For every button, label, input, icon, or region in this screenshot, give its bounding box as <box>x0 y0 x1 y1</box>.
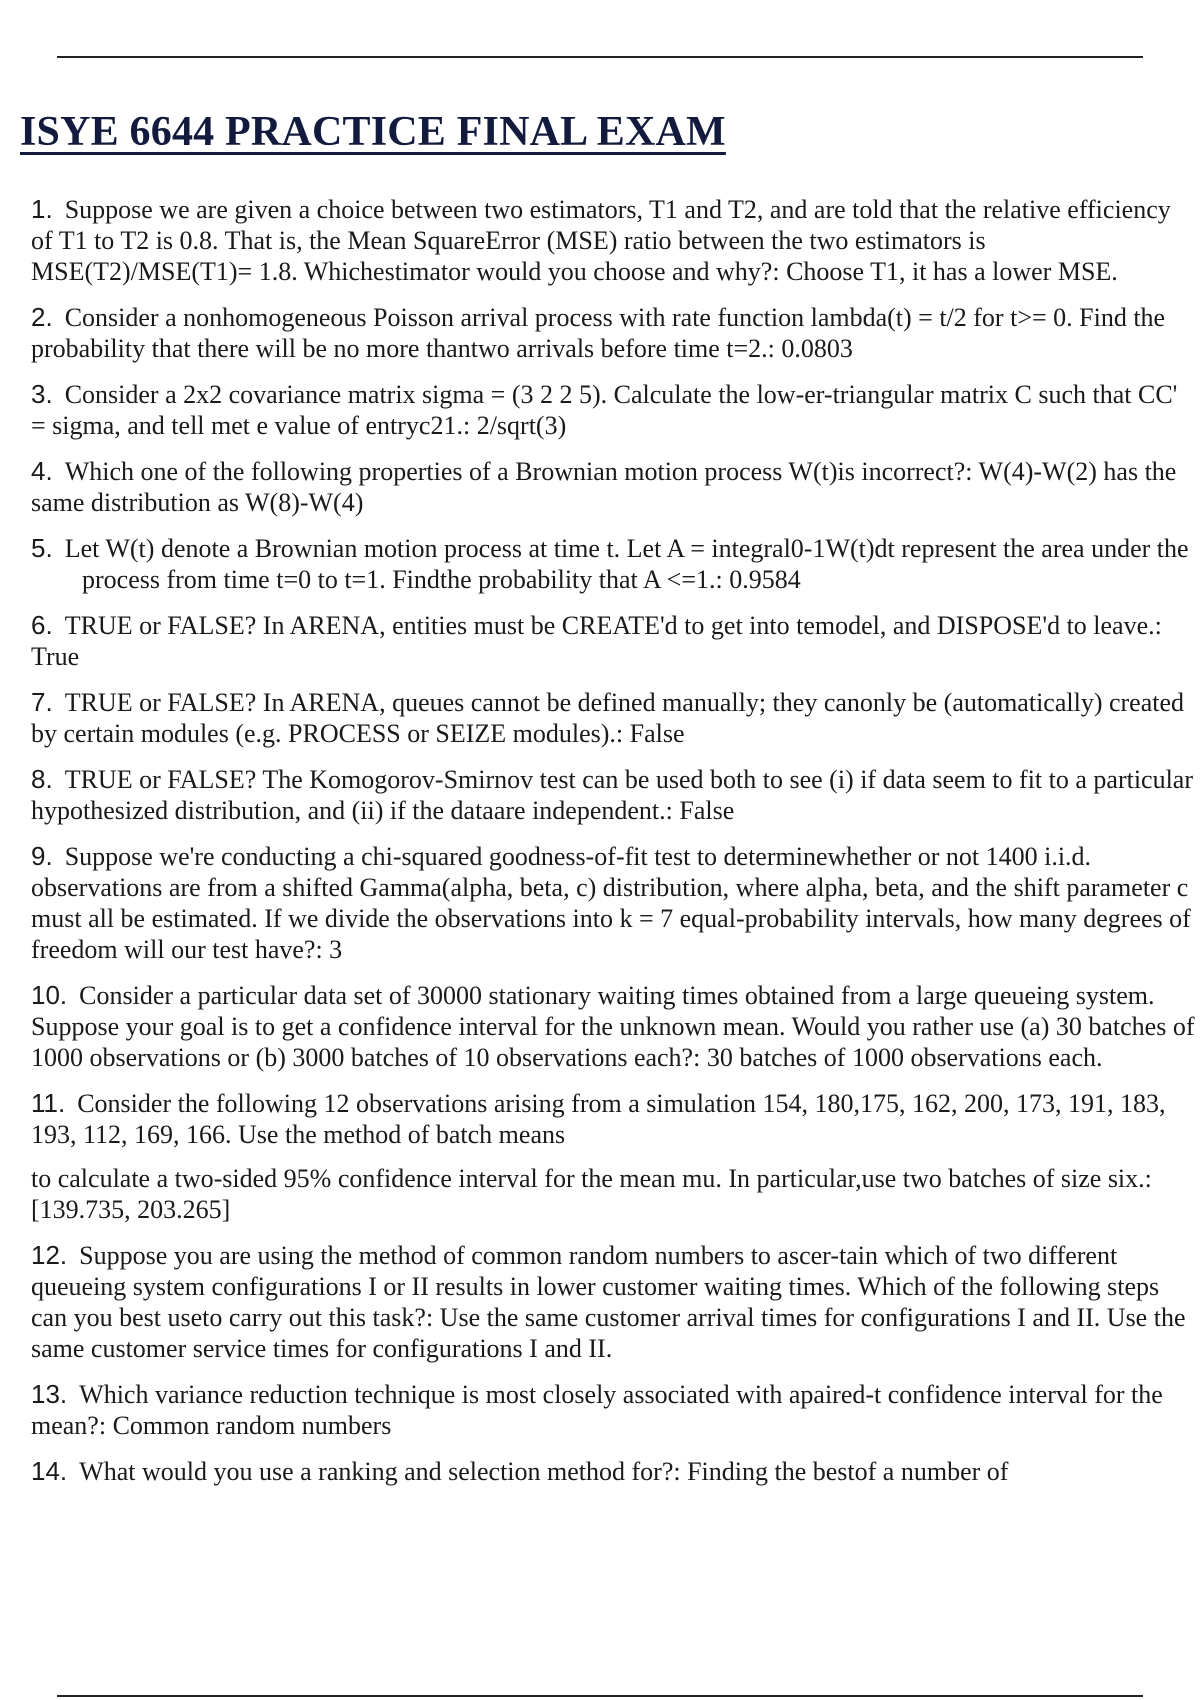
question-item <box>31 980 1196 1073</box>
bottom-rule <box>57 1695 1143 1697</box>
question-item <box>31 1379 1196 1441</box>
question-number: 4. <box>31 456 53 486</box>
question-continuation <box>31 1163 1196 1225</box>
question-item <box>31 456 1196 518</box>
question-item <box>31 533 1196 595</box>
question-text: Which variance reduction technique is most closely associated with apaired-t confidence interval for the mean?: Common random numbers <box>31 1380 1163 1440</box>
question-item <box>31 1088 1196 1150</box>
question-text: to calculate a two-sided 95% confidence interval for the mean mu. In particular,use two batches of size six.: [139.735, 203.265] <box>31 1164 1152 1224</box>
page-title: ISYE 6644 PRACTICE FINAL EXAM <box>20 109 726 155</box>
question-item <box>31 687 1196 749</box>
question-text: Consider a particular data set of 30000 stationary waiting times obtained from a large queueing system. Suppose your goal is to get a confidence interval for the unknown mean. Would you rather use (a) 30 batches of 1000 observations or (b) 3000 batches of 10 observations each?: 30 batches of 1000 observations each. <box>31 981 1195 1072</box>
question-number: 3. <box>31 379 53 409</box>
question-number: 14. <box>31 1456 68 1486</box>
question-text: Suppose we are given a choice between two estimators, T1 and T2, and are told that the relative efficiency of T1 to T2 is 0.8. That is, the Mean SquareError (MSE) ratio between the two estimators is MSE(T2)/MSE(T1)= 1.8. Whichestimator would you choose and why?: Choose T1, it has a lower MSE. <box>31 195 1171 286</box>
question-number: 5. <box>31 533 53 563</box>
question-number: 1. <box>31 194 53 224</box>
question-text: TRUE or FALSE? In ARENA, entities must be CREATE'd to get into temodel, and DISPOSE'd to leave.: True <box>31 611 1162 671</box>
question-item <box>31 610 1196 672</box>
question-item <box>31 841 1196 965</box>
question-number: 12. <box>31 1240 68 1270</box>
question-text: Suppose we're conducting a chi-squared goodness-of-fit test to determinewhether or not 1400 i.i.d. observations are from a shifted Gamma(alpha, beta, c) distribution, where alpha, beta, and the shift parameter c must all be estimated. If we divide the observations into k = 7 equal-probability intervals, how many degrees of freedom will our test have?: 3 <box>31 842 1191 964</box>
question-item <box>31 1240 1196 1364</box>
question-item <box>31 764 1196 826</box>
question-number: 11. <box>31 1088 66 1118</box>
question-list <box>31 194 1196 1502</box>
question-item <box>31 302 1196 364</box>
question-text: What would you use a ranking and selection method for?: Finding the bestof a number of <box>79 1457 1009 1486</box>
question-number: 8. <box>31 764 53 794</box>
question-text: Consider a nonhomogeneous Poisson arrival process with rate function lambda(t) = t/2 for t>= 0. Find the probability that there will be no more thantwo arrivals before time t=2.: 0.0803 <box>31 303 1166 363</box>
question-number: 9. <box>31 841 53 871</box>
question-number: 10. <box>31 980 68 1010</box>
question-text: Let W(t) denote a Brownian motion process at time t. Let A = integral0-1W(t)dt represent the area under the process from time t=0 to t=1. Findthe probability that A <=1.: 0.9584 <box>64 534 1189 594</box>
question-item <box>31 194 1196 287</box>
question-number: 13. <box>31 1379 68 1409</box>
question-number: 6. <box>31 610 53 640</box>
question-item <box>31 1456 1196 1487</box>
question-text: Suppose you are using the method of common random numbers to ascer-tain which of two different queueing system configurations I or II results in lower customer waiting times. Which of the following steps can you best useto carry out this task?: Use the same customer arrival times for configurations I and II. Use the same customer service times for configurations I and II. <box>31 1241 1186 1363</box>
question-number: 7. <box>31 687 53 717</box>
question-number: 2. <box>31 302 53 332</box>
question-text: Consider a 2x2 covariance matrix sigma = (3 2 2 5). Calculate the low-er-triangular matrix C such that CC' = sigma, and tell met e value of entryc21.: 2/sqrt(3) <box>31 380 1178 440</box>
question-text: TRUE or FALSE? The Komogorov-Smirnov test can be used both to see (i) if data seem to fit to a particular hypothesized distribution, and (ii) if the dataare independent.: False <box>31 765 1194 825</box>
question-text: Consider the following 12 observations arising from a simulation 154, 180,175, 162, 200, 173, 191, 183, 193, 112, 169, 166. Use the method of batch means <box>31 1089 1166 1149</box>
question-text: TRUE or FALSE? In ARENA, queues cannot be defined manually; they canonly be (automatically) created by certain modules (e.g. PROCESS or SEIZE modules).: False <box>31 688 1185 748</box>
top-rule <box>57 56 1143 58</box>
question-item <box>31 379 1196 441</box>
question-text: Which one of the following properties of a Brownian motion process W(t)is incorrect?: W(4)-W(2) has the same distribution as W(8)-W(4) <box>31 457 1177 517</box>
